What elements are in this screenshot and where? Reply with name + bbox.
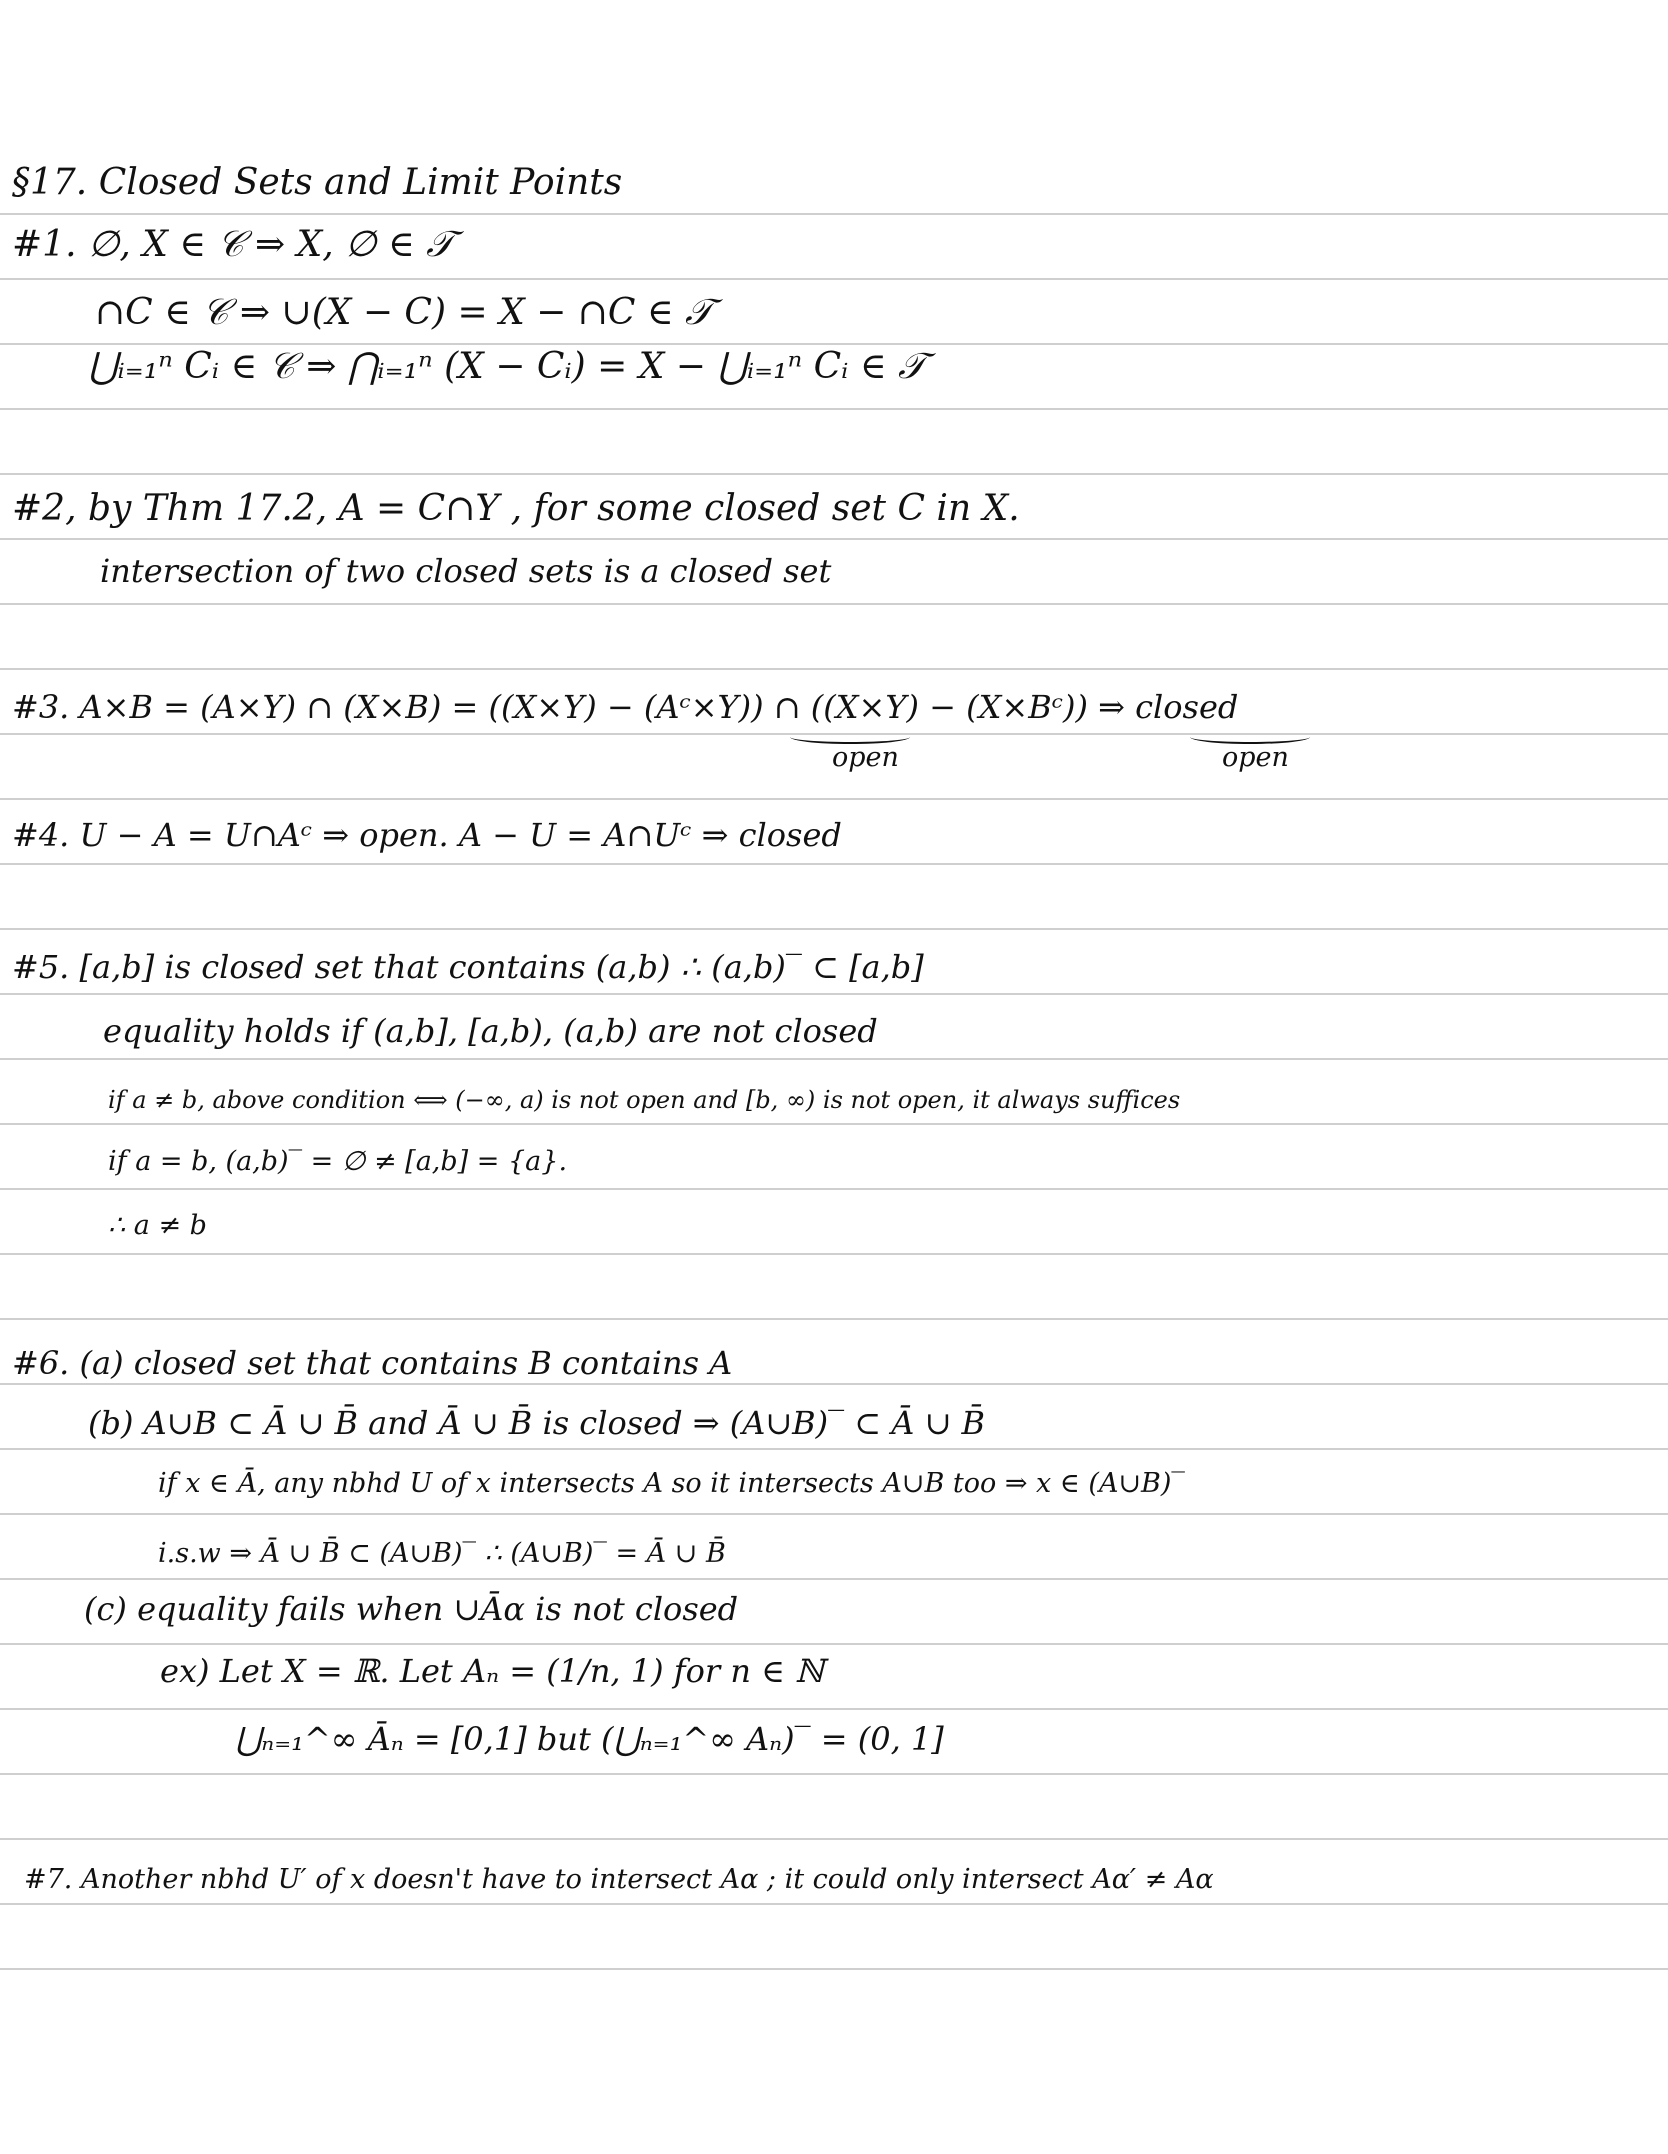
problem-4-line-1: #4. U − A = U∩Aᶜ ⇒ open. A − U = A∩Uᶜ ⇒ closed bbox=[12, 816, 842, 854]
rule-line bbox=[0, 798, 1668, 800]
rule-line bbox=[0, 1773, 1668, 1775]
rule-line bbox=[0, 1968, 1668, 1970]
rule-line bbox=[0, 1123, 1668, 1125]
rule-line bbox=[0, 863, 1668, 865]
rule-line bbox=[0, 1903, 1668, 1905]
problem-1-line-2: ∩C ∈ 𝒞 ⇒ ∪(X − C) = X − ∩C ∈ 𝒯 bbox=[95, 292, 713, 333]
rule-line bbox=[0, 603, 1668, 605]
problem-5-line-2: equality holds if (a,b], [a,b), (a,b) are not closed bbox=[103, 1012, 878, 1050]
rule-line bbox=[0, 1058, 1668, 1060]
problem-2-line-2: intersection of two closed sets is a closed set bbox=[100, 552, 832, 590]
rule-line bbox=[0, 213, 1668, 215]
problem-6-line-2: (b) A∪B ⊂ Ā ∪ B̄ and Ā ∪ B̄ is closed ⇒ (A∪B)‾ ⊂ Ā ∪ B̄ bbox=[88, 1404, 986, 1442]
rule-line bbox=[0, 1383, 1668, 1385]
problem-3-line-1: #3. A×B = (A×Y) ∩ (X×B) = ((X×Y) − (Aᶜ×Y)) ∩ ((X×Y) − (X×Bᶜ)) ⇒ closed bbox=[12, 688, 1239, 726]
rule-line bbox=[0, 408, 1668, 410]
problem-6-line-5: (c) equality fails when ∪Āα is not closed bbox=[84, 1590, 739, 1628]
problem-6-line-6: ex) Let X = ℝ. Let Aₙ = (1/n, 1) for n ∈ ℕ bbox=[160, 1652, 825, 1690]
problem-6-line-1: #6. (a) closed set that contains B contains A bbox=[12, 1344, 733, 1382]
rule-line bbox=[0, 1708, 1668, 1710]
rule-line bbox=[0, 928, 1668, 930]
rule-line bbox=[0, 1643, 1668, 1645]
rule-line bbox=[0, 993, 1668, 995]
rule-line bbox=[0, 1448, 1668, 1450]
rule-line bbox=[0, 1578, 1668, 1580]
problem-5-line-5: ∴ a ≠ b bbox=[108, 1210, 207, 1241]
problem-5-line-1: #5. [a,b] is closed set that contains (a,b) ∴ (a,b)‾ ⊂ [a,b] bbox=[12, 948, 924, 986]
rule-line bbox=[0, 1513, 1668, 1515]
problem-2-line-1: #2, by Thm 17.2, A = C∩Y , for some closed set C in X. bbox=[12, 488, 1020, 529]
problem-5-line-4: if a = b, (a,b)‾ = ∅ ≠ [a,b] = {a}. bbox=[108, 1146, 568, 1177]
rule-line bbox=[0, 473, 1668, 475]
rule-line bbox=[0, 343, 1668, 345]
problem-6-line-3: if x ∈ Ā, any nbhd U of x intersects A so it intersects A∪B too ⇒ x ∈ (A∪B)‾ bbox=[158, 1468, 1185, 1499]
open-label-1: open bbox=[832, 742, 899, 773]
problem-6-line-4: i.s.w ⇒ Ā ∪ B̄ ⊂ (A∪B)‾ ∴ (A∪B)‾ = Ā ∪ B̄ bbox=[158, 1538, 726, 1569]
rule-line bbox=[0, 278, 1668, 280]
rule-line bbox=[0, 1838, 1668, 1840]
problem-5-line-3: if a ≠ b, above condition ⟺ (−∞, a) is not open and [b, ∞) is not open, it always suffices bbox=[108, 1086, 1181, 1114]
page-heading: §17. Closed Sets and Limit Points bbox=[12, 162, 623, 203]
rule-line bbox=[0, 668, 1668, 670]
problem-7-line-1: #7. Another nbhd U′ of x doesn't have to intersect Aα ; it could only intersect Aα′ ≠ Aα bbox=[24, 1864, 1214, 1895]
problem-1-line-3: ⋃ᵢ₌₁ⁿ Cᵢ ∈ 𝒞 ⇒ ⋂ᵢ₌₁ⁿ (X − Cᵢ) = X − ⋃ᵢ₌₁ⁿ Cᵢ ∈ 𝒯 bbox=[88, 346, 926, 387]
problem-1-line-1: #1. ∅, X ∈ 𝒞 ⇒ X, ∅ ∈ 𝒯 bbox=[12, 224, 454, 265]
rule-line bbox=[0, 1318, 1668, 1320]
rule-line bbox=[0, 1253, 1668, 1255]
rule-line bbox=[0, 538, 1668, 540]
problem-6-line-7: ⋃ₙ₌₁^∞ Āₙ = [0,1] but (⋃ₙ₌₁^∞ Aₙ)‾ = (0, 1] bbox=[235, 1720, 944, 1758]
open-label-2: open bbox=[1222, 742, 1289, 773]
rule-line bbox=[0, 1188, 1668, 1190]
